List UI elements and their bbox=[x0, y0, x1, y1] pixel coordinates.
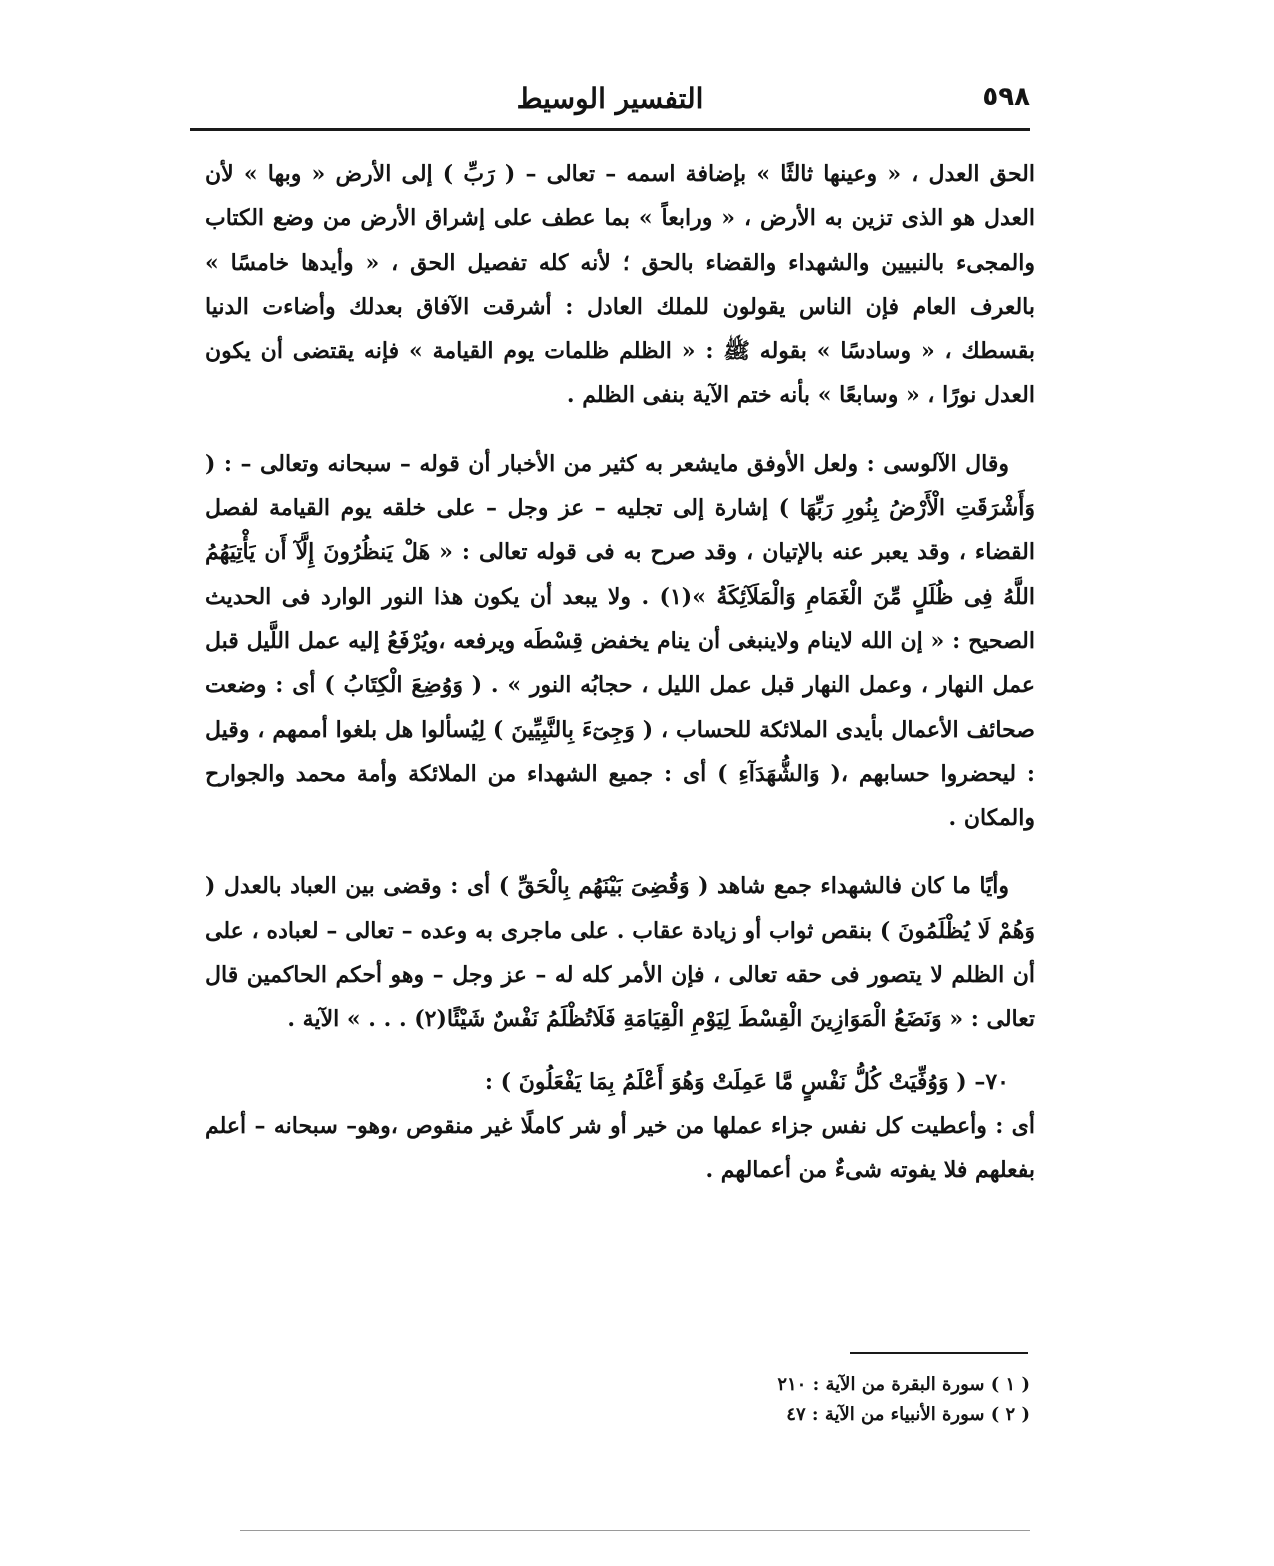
page-header bbox=[190, 82, 1030, 122]
verse-70: ٧٠– ( وَوُفِّيَتْ كُلُّ نَفْسٍ مَّا عَمِلَتْ وَهُوَ أَعْلَمُ بِمَا يَفْعَلُونَ ) : bbox=[484, 1068, 1009, 1095]
paragraph-3: وأيًا ما كان فالشهداء جمع شاهد ( وَقُضِىَ بَيْنَهُم بِالْحَقِّ ) أى : وقضى بين العباد بالعدل ( وَهُمْ لَا يُظْلَمُونَ ) بنقص ثواب أو زيادة عقاب . على ماجرى به وعده – تعالى – لعباده ، على أن الظلم لا يتصور فى حقه تعالى ، فإن الأمر كله له – عز وجل – وهو أحكم الحاكمين قال تعالى : « وَنَضَعُ الْمَوَازِينَ الْقِسْطَ لِيَوْمِ الْقِيَامَةِ فَلَاتُظْلَمُ نَفْسٌ شَيْئًا(٢) . . . » الآية . bbox=[205, 873, 1035, 1033]
footnotes bbox=[640, 1370, 1030, 1430]
paragraph-2: وقال الآلوسى : ولعل الأوفق مايشعر به كثير من الأخبار أن قوله – سبحانه وتعالى – : ( وَأَشْرَقَتِ الْأَرْضُ بِنُورِ رَبِّهَا ) إشارة إلى تجليه – عز وجل – على خلقه يوم القيامة لفصل القضاء ، وقد يعبر عنه بالإتيان ، وقد صرح به فى قوله تعالى : « هَلْ يَنظُرُونَ إِلَّآ أَن يَأْتِيَهُمُ اللَّهُ فِى ظُلَلٍ مِّنَ الْغَمَامِ وَالْمَلَآئِكَةُ »(١) . ولا يبعد أن يكون هذا النور الوارد فى الحديث الصحيح : « إن الله لاينام ولاينبغى أن ينام يخفض قِسْطَه ويرفعه ،ويُرْفَعُ إليه عمل اللَّيل قبل عمل النهار ، وعمل النهار قبل عمل الليل ، حجابُه النور » . ( وَوُضِعَ الْكِتَابُ ) أى : وضعت صحائف الأعمال بأيدى الملائكة للحساب ، ( وَجِىٓءَ بِالنَّبِيِّينَ ) لِيُسألوا هل بلغوا أممهم ، وقيل : ليحضروا حسابهم ،( وَالشُّهَدَآءِ ) أى : جميع الشهداء من الملائكة وأمة محمد والجوارح والمكان . bbox=[205, 450, 1035, 832]
footnote-2: ( ٢ ) سورة الأنبياء من الآية : ٤٧ bbox=[786, 1404, 1030, 1425]
paragraph-1: الحق العدل ، « وعينها ثالثًا » بإضافة اسمه – تعالى – ( رَبِّ ) إلى الأرض « وبها » لأن العدل هو الذى تزين به الأرض ، « ورابعاً » بما عطف على إشراق الأرض من وضع الكتاب والمجىء بالنبيين والشهداء والقضاء بالحق ؛ لأنه كله تفصيل الحق ، « وأيدها خامسًا » بالعرف العام فإن الناس يقولون للملك العادل : أشرقت الآفاق بعدلك وأضاءت الدنيا بقسطك ، « وسادسًا » بقوله ﷺ : « الظلم ظلمات يوم القيامة » فإنه يقتضى أن يكون العدل نورًا ، « وسابعًا » بأنه ختم الآية بنفى الظلم . bbox=[205, 161, 1035, 409]
running-title: التفسير الوسيط bbox=[516, 82, 704, 115]
footnote-rule bbox=[850, 1352, 1028, 1354]
page-number: ٥٩٨ bbox=[982, 82, 1030, 112]
footnote-1: ( ١ ) سورة البقرة من الآية : ٢١٠ bbox=[777, 1374, 1030, 1395]
paragraph-4: أى : وأعطيت كل نفس جزاء عملها من خير أو شر كاملًا غير منقوص ،وهو– سبحانه – أعلم بفعلهم فلا يفوته شىءٌ من أعمالهم . bbox=[205, 1112, 1035, 1184]
body-text bbox=[205, 152, 1035, 1193]
scan-edge-line bbox=[240, 1530, 1030, 1531]
header-rule bbox=[190, 128, 1030, 131]
